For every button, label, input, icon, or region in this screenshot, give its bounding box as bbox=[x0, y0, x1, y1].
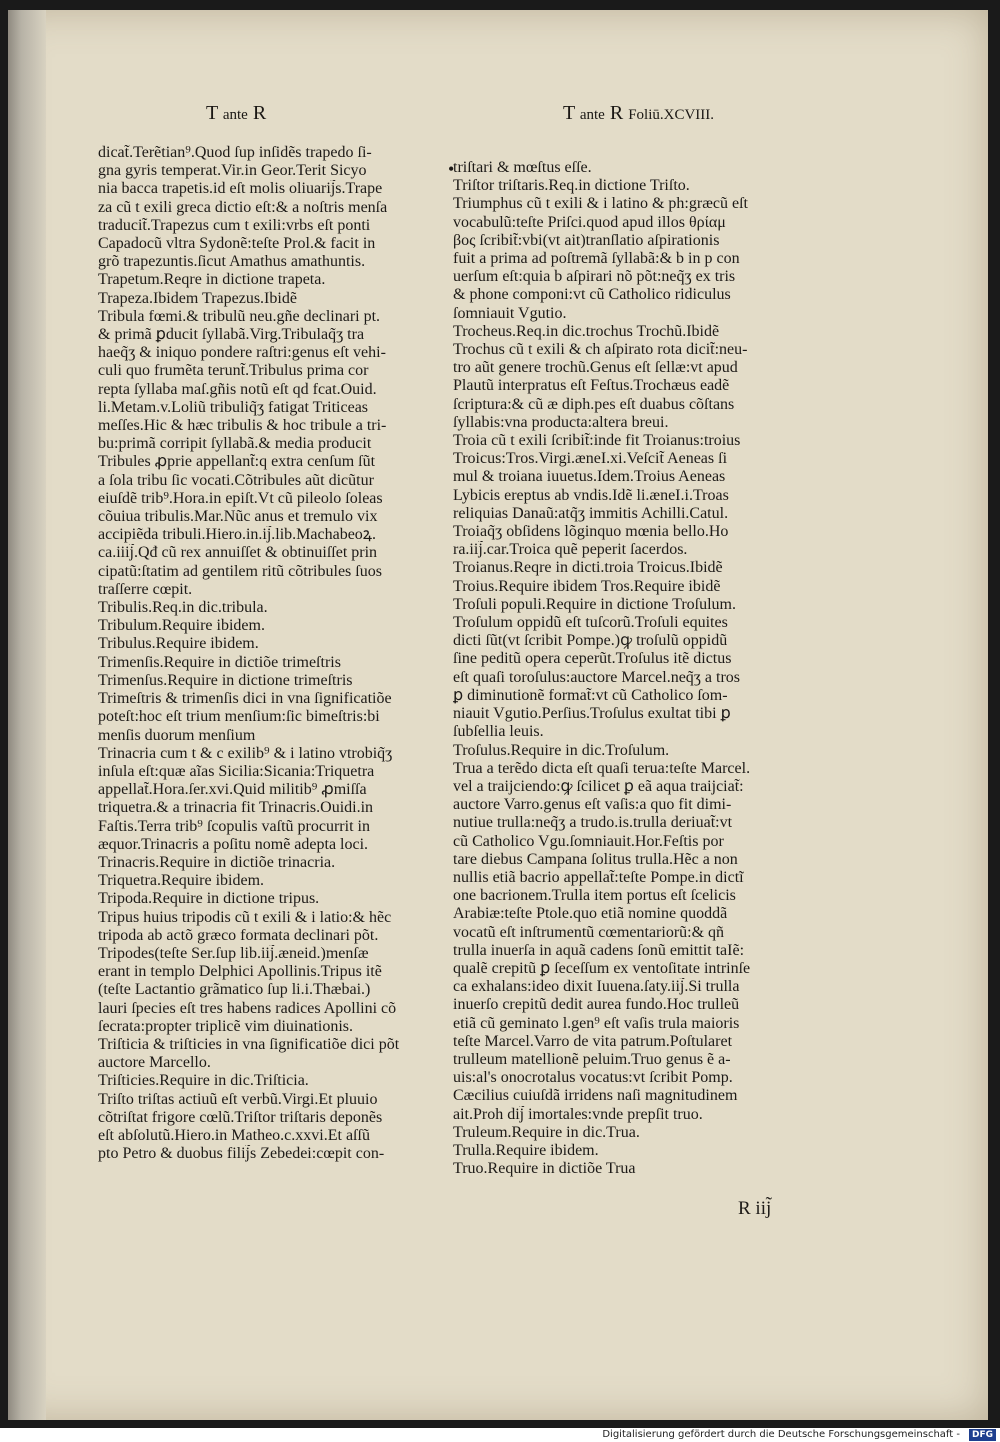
text-line: Trocheus.Req.in dic.trochus Trochũ.Ibidẽ bbox=[453, 322, 720, 340]
text-line: Trochus cũ t exili & ch aſpirato rota dicit̃:neu- bbox=[453, 341, 748, 359]
text-line: Trapeza.Ibidem Trapezus.Ibidẽ bbox=[98, 289, 297, 307]
text-line: cipatũ:ſtatim ad gentilem ritũ cõtribules ſuos bbox=[98, 562, 382, 580]
text-line: Trinacria cum t & c exilib⁹ & i latino vtrobiq̃ʒ bbox=[98, 744, 393, 762]
text-line: Troſuli populi.Require in dictione Troſulum. bbox=[453, 595, 736, 613]
text-line: Trinacris.Require in dictiõe trinacria. bbox=[98, 853, 336, 871]
text-line: mul & troiana iuuetus.Idem.Troius Aeneas bbox=[453, 468, 726, 486]
text-line: Troſulum oppidũ eſt tuſcorũ.Troſuli equites bbox=[453, 614, 728, 632]
text-line: teſte Marcel.Varro de vita patrum.Poſtularet bbox=[453, 1032, 733, 1050]
text-line: lauri ſpecies eſt tres habens radices Apollini cõ bbox=[98, 999, 397, 1017]
text-line: nutiue trulla:neq̃ʒ a trudo.is.trulla deriuat̃:vt bbox=[453, 814, 733, 832]
head-left-letter2: R bbox=[252, 102, 267, 124]
head-right-letter: T bbox=[563, 102, 575, 124]
text-line: & phone componi:vt cũ Catholico ridiculus bbox=[453, 286, 731, 304]
text-line: culi quo frumẽta terunt̃.Tribulus prima cor bbox=[98, 362, 369, 380]
text-line: trulla inuerſa in aquã cadens ſonũ emittit taIẽ: bbox=[453, 941, 745, 959]
text-line: Tripoda.Require in dictione tripus. bbox=[98, 890, 320, 908]
text-line: Lybicis ereptus ab vndis.Idẽ li.æneI.i.Troas bbox=[453, 486, 729, 504]
text-line: a ſola tribu ſic vocati.Cõtribules aũt dicũtur bbox=[98, 471, 374, 489]
text-line: Troiaq̃ʒ obſidens lõginquo mœnia bello.Ho bbox=[453, 523, 729, 541]
text-line: vel a traijciendo:ꝙ ſcilicet ꝑ eã aqua traijciat̃: bbox=[453, 777, 744, 795]
text-line: Triſticies.Require in dic.Triſticia. bbox=[98, 1072, 309, 1090]
text-line: Tribulis.Req.in dic.tribula. bbox=[98, 599, 268, 617]
text-line: ſecrata:propter triplicẽ vim diuinationis. bbox=[98, 1017, 354, 1035]
text-line: ra.iij̃.car.Troica quẽ peperit ſacerdos. bbox=[453, 541, 688, 559]
text-line: trulleum matellionẽ peluim.Truo genus ẽ a- bbox=[453, 1050, 731, 1068]
text-line: eſt abſolutũ.Hiero.in Matheo.c.xxvi.Et aſſũ bbox=[98, 1126, 370, 1144]
text-line: ſyllabis:vna producta:altera breui. bbox=[453, 413, 669, 431]
text-line: auctore Varro.genus eſt vaſis:a quo fit dimi- bbox=[453, 796, 732, 814]
text-line: etiã cũ geminato l.gen⁹ eſt vaſis trula maioris bbox=[453, 1014, 740, 1032]
text-line: auctore Marcello. bbox=[98, 1054, 211, 1072]
text-line: tro aũt genere trochũ.Genus eſt ſellæ:vt apud bbox=[453, 359, 738, 377]
text-line: ſine peditũ opera ceperũt.Troſulus itẽ dictus bbox=[453, 650, 732, 668]
text-line: Trimenſus.Require in dictione trimeſtris bbox=[98, 671, 353, 689]
text-line: triſtari & mœſtus eſſe. bbox=[453, 159, 592, 176]
text-line: & primã ꝑducit ſyllabã.Virg.Tribulaq̃ʒ tra bbox=[98, 326, 365, 344]
text-line: inſula eſt:quæ aĩas Sicilia:Sicania:Triquetra bbox=[98, 762, 375, 780]
text-line: poteſt:hoc eſt trium menſium:ſic bimeſtris:bi bbox=[98, 708, 380, 726]
text-line: haeq̃ʒ & iniquo pondere raſtri:genus eſt vehi- bbox=[98, 344, 386, 362]
text-line: Cæcilius cuiuſdã irridens naſi magnitudinem bbox=[453, 1087, 738, 1105]
text-line: Tribulum.Require ibidem. bbox=[98, 617, 265, 635]
head-left-letter: T bbox=[206, 102, 218, 124]
head-right-word: ante bbox=[579, 107, 605, 123]
text-line: eſt quaſi toroſulus:auctore Marcel.neq̃ʒ a tros bbox=[453, 668, 741, 686]
text-line: reliquias Danaũ:atq̃ʒ immitis Achilli.Catul. bbox=[453, 504, 729, 522]
text-line: za cũ t exili greca dictio eſt:& a noſtris menſa bbox=[98, 198, 388, 216]
text-line: grõ trapezuntis.ſicut Amathus amathuntis. bbox=[98, 253, 366, 271]
text-line: uerſum eſt:quia b aſpirari nõ põt:neq̃ʒ ex tris bbox=[453, 268, 736, 286]
text-line: eiuſdẽ trib⁹.Hora.in epiſt.Vt cũ pileolo ſoleas bbox=[98, 489, 383, 507]
text-line: Troius.Require ibidem Tros.Require ibidẽ bbox=[453, 577, 721, 595]
signature-mark: R iij̃ bbox=[738, 1198, 772, 1219]
text-line: Trua a terẽdo dicta eſt quaſi terua:teſte Marcel. bbox=[453, 759, 751, 777]
text-line: vocabulũ:teſte Priſci.quod apud illos θρίαμ bbox=[453, 213, 726, 231]
text-line: Trimenſis.Require in dictiõe trimeſtris bbox=[98, 653, 341, 671]
head-left-word: ante bbox=[222, 107, 248, 123]
text-line: ſubſellia leuis. bbox=[453, 723, 544, 741]
text-line: Troia cũ t exili ſcribit̃:inde fit Troianus:troius bbox=[453, 432, 741, 450]
running-head-left bbox=[206, 102, 266, 125]
text-line: Truleum.Require in dic.Trua. bbox=[453, 1123, 640, 1141]
margin-mark: • bbox=[448, 159, 455, 179]
text-line: Trulla.Require ibidem. bbox=[453, 1141, 599, 1159]
text-line: Truo.Require in dictiõe Trua bbox=[453, 1160, 636, 1178]
text-line: accipiẽda tribuli.Hiero.in.ij̃.lib.Machabeoꝝ. bbox=[98, 526, 377, 544]
text-line: Faſtis.Terra trib⁹ ſcopulis vaſtũ procurrit in bbox=[98, 817, 370, 835]
text-line: ait.Proh dij̃ imortales:vnde prepſit truo. bbox=[453, 1105, 703, 1123]
text-line: Tribulus.Require ibidem. bbox=[98, 635, 259, 653]
text-line: ca.iiij̃.Qđ cũ rex annuiſſet & obtinuiſſet prin bbox=[98, 544, 378, 562]
text-line: Triumphus cũ t exili & i latino & ph:græcũ eſt bbox=[453, 195, 748, 213]
text-line: fuit a prima ad poſtremã ſyllabã:& b in p con bbox=[453, 250, 740, 268]
text-line: bu:primã corripit ſyllabã.& media producit bbox=[98, 435, 372, 453]
text-line: niauit Vgutio.Perſius.Troſulus exultat tibi ꝑ bbox=[453, 705, 731, 723]
footer-credit: Digitalisierung gefördert durch die Deutsche Forschungsgemeinschaft - bbox=[602, 1429, 960, 1440]
running-head-right bbox=[563, 102, 714, 125]
text-line: li.Metam.v.Loliũ tribuliq̃ʒ fatigat Triticeas bbox=[98, 398, 369, 416]
book-page bbox=[8, 10, 988, 1420]
text-line: Trimeſtris & trimenſis dici in vna ſignificatiõe bbox=[98, 690, 392, 708]
text-line: Troſulus.Require in dic.Troſulum. bbox=[453, 741, 670, 759]
text-line: gna gyris temperat.Vir.in Geor.Terit Sicyo bbox=[98, 162, 367, 180]
text-line: meſſes.Hic & hæc tribulis & hoc tribule a tri- bbox=[98, 417, 387, 435]
text-line: repta ſyllaba maſ.gñis notũ eſt qd fcat.Ouid. bbox=[98, 380, 377, 398]
text-line: cõuiua tribulis.Mar.Nũc anus et tremulo vix bbox=[98, 508, 378, 526]
text-line: menſis duorum menſium bbox=[98, 726, 256, 744]
text-line: Troicus:Tros.Virgi.æneI.xi.Veſcit̃ Aeneas ſi bbox=[453, 450, 728, 468]
text-line: Tripus huius tripodis cũ t exili & i latio:& hẽc bbox=[98, 908, 392, 926]
head-right-letter2: R bbox=[609, 102, 624, 124]
text-line: ca exhalans:ideo dixit Iuuena.ſaty.iij̃.Si trulla bbox=[453, 978, 740, 996]
text-line: Tripodes(teſte Ser.ſup lib.iij̃.æneid.)menſæ bbox=[98, 944, 369, 962]
text-line: inuerſo crepitũ dedit aurea fundo.Hoc trulleũ bbox=[453, 996, 740, 1014]
text-line: one bacrionem.Trulla item portus eſt ſcelicis bbox=[453, 887, 736, 905]
text-line: cõtriſtat frigore cœlũ.Triſtor triſtaris deponẽs bbox=[98, 1108, 383, 1126]
text-line: ꝑ diminutionẽ format̃:vt cũ Catholico ſom- bbox=[453, 686, 728, 704]
text-line: Triſticia & triſticies in vna ſignificatiõe dici põt bbox=[98, 1035, 400, 1053]
page-binding bbox=[8, 10, 46, 1420]
text-line: tare diebus Campana ſolitus trulla.Hẽc a non bbox=[453, 850, 738, 868]
text-line: Trapetum.Reqre in dictione trapeta. bbox=[98, 271, 326, 289]
text-line: (teſte Lactantio grãmatico ſup li.i.Thæbai.) bbox=[98, 981, 371, 999]
text-line: Triſtor triſtaris.Req.in dictione Triſto. bbox=[453, 177, 690, 195]
text-line: tripoda ab actõ græco formata declinari põt. bbox=[98, 926, 379, 944]
folio-number: Foliū.XCVIII. bbox=[628, 107, 715, 123]
text-line: Plautũ interpratus eſt Feſtus.Trochæus eadẽ bbox=[453, 377, 730, 395]
text-line: dicti ſũt(vt ſcribit Pompe.)ꝙ troſulũ oppidũ bbox=[453, 632, 728, 650]
text-line: Triſto triſtas actiuũ eſt verbũ.Virgi.Et pluuio bbox=[98, 1090, 378, 1108]
text-line: cũ Catholico Vgu.ſomniauit.Hor.Feſtis por bbox=[453, 832, 724, 850]
text-line: βος ſcribit̃:vbi(vt ait)tranſlatio aſpirationis bbox=[453, 231, 720, 249]
text-line: Arabiæ:teſte Ptole.quo etiã nomine quoddã bbox=[453, 905, 728, 923]
text-line: Troianus.Reqre in dicti.troia Troicus.Ibidẽ bbox=[453, 559, 723, 577]
text-line: Tribula fœmi.& tribulũ neu.gñe declinari pt. bbox=[98, 307, 381, 325]
text-line: Capadocũ vltra Sydonẽ:teſte Prol.& facit in bbox=[98, 235, 376, 253]
text-line: traſſerre cœpit. bbox=[98, 580, 193, 598]
text-line: erant in templo Delphici Apollinis.Tripus itẽ bbox=[98, 963, 382, 981]
text-line: Triquetra.Require ibidem. bbox=[98, 872, 265, 890]
text-line: ſcriptura:& cũ æ diph.pes eſt duabus cõſtans bbox=[453, 395, 735, 413]
text-line: æquor.Trinacris a poſitu nomẽ adepta loci. bbox=[98, 835, 369, 853]
text-line: nia bacca trapetis.id eſt molis oliuarij̃s.Trape bbox=[98, 180, 383, 198]
right-text-column bbox=[453, 159, 805, 1178]
text-line: dicat̃.Terẽtian⁹.Quod ſup inſidẽs trapedo ſi- bbox=[98, 144, 372, 161]
text-line: triquetra.& a trinacria fit Trinacris.Ouidi.in bbox=[98, 799, 374, 817]
footer-bar bbox=[0, 1428, 1000, 1442]
text-line: appellat̃.Hora.ſer.xvi.Quid militib⁹ ꝓmiſſa bbox=[98, 781, 367, 799]
text-line: Tribules ꝓprie appellant̃:q extra cenſum ſũt bbox=[98, 453, 376, 471]
text-line: uis:al's onocrotalus vocatus:vt ſcribit Pomp. bbox=[453, 1069, 733, 1087]
text-line: vocatũ eſt inſtrumentũ cœmentariorũ:& qñ bbox=[453, 923, 725, 941]
left-text-column bbox=[98, 144, 441, 1163]
text-line: qualẽ crepitũ ꝑ ſeceſſum ex ventoſitate intrinſe bbox=[453, 959, 751, 977]
dfg-logo: DFG bbox=[969, 1429, 996, 1441]
text-line: pto Petro & duobus filij̃s Zebedei:cœpit con- bbox=[98, 1145, 385, 1163]
text-line: nullis etiã bacrio appellat̃:teſte Pompe.in dictĩ bbox=[453, 868, 744, 886]
text-line: traducit̃.Trapezus cum t exili:vrbs eſt ponti bbox=[98, 216, 371, 234]
text-line: ſomniauit Vgutio. bbox=[453, 304, 567, 322]
